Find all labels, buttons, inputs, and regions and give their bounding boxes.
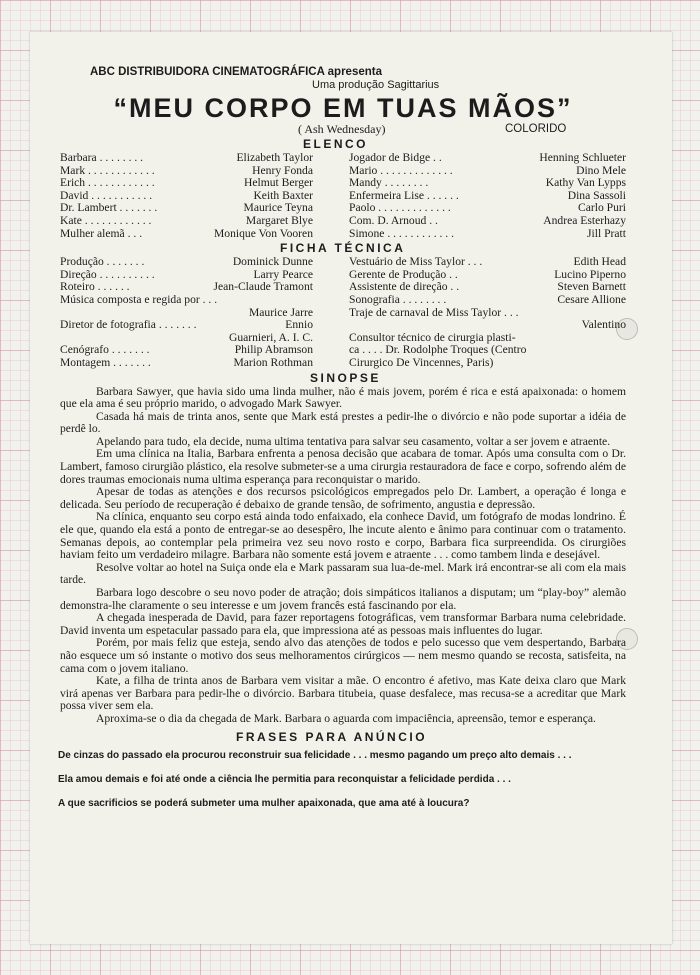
crew-role: Cenógrafo . . . . . . .	[60, 343, 150, 357]
crew-name: Valentino	[581, 318, 626, 332]
cast-role: David . . . . . . . . . . .	[60, 188, 153, 202]
crew-right-column	[349, 256, 626, 369]
document-content	[60, 40, 626, 811]
cast-row	[349, 228, 626, 241]
cast-actor: Carlo Puri	[578, 201, 626, 215]
synopsis-paragraph: Porém, por mais feliz que esteja, sendo alvo das atenções de todos e pelo sucesso que vem despertando, Barbara não esquece um só instante o motivo dos seus melhoramentos cirúrgicos — nem mesmo quando se recosta, satisfeita, na cama com o jovem italiano.	[60, 636, 626, 675]
crew-row	[60, 319, 313, 332]
ad-phrase: A que sacrificios se poderá submeter uma mulher apaixonada, que ama até à loucura?	[58, 797, 470, 809]
crew-role: Roteiro . . . . . .	[60, 280, 130, 294]
color-label: COLORIDO	[505, 123, 567, 135]
cast-row	[349, 215, 626, 228]
crew-row	[349, 294, 626, 307]
cast-row	[60, 152, 313, 165]
cast-role: Mulher alemã . . .	[60, 226, 143, 240]
crew-role: Sonografia . . . . . . . .	[349, 292, 447, 306]
crew-row	[349, 256, 626, 269]
synopsis-paragraph: Apelando para tudo, ela decide, numa ultima tentativa para salvar seu casamento, voltar a ser jovem e atraente.	[96, 434, 611, 448]
production-line: Uma produção Sagittarius	[312, 79, 440, 91]
cast-actor: Elizabeth Taylor	[236, 151, 313, 164]
crew-name: Maurice Jarre	[248, 305, 313, 319]
cast-left-column	[60, 152, 313, 240]
synopsis-paragraph: A chegada inesperada de David, para fazer reportagens fotográficas, vem transformar Barbara numa celebridade. David inventa um espetacular passado para ela, que impressiona até as pessoas mais influentes do lugar.	[60, 611, 626, 637]
crew-role: Gerente de Produção . .	[349, 267, 458, 281]
cast-role: Dr. Lambert . . . . . . .	[60, 201, 158, 215]
synopsis-text	[60, 386, 626, 726]
crew-row	[349, 319, 626, 332]
cast-role: Barbara . . . . . . . .	[60, 151, 144, 164]
cast-actor: Jill Pratt	[587, 226, 626, 240]
ad-phrase: Ela amou demais e foi até onde a ciência lhe permitia para reconquistar a felicidade perdida . . .	[58, 773, 511, 785]
crew-row	[349, 357, 626, 370]
cast-heading: ELENCO	[303, 137, 369, 151]
crew-role: Cirurgico De Vincennes, Paris)	[349, 355, 494, 369]
cast-row	[349, 152, 626, 165]
crew-name: Lucino Piperno	[554, 267, 626, 281]
cast-row	[60, 177, 313, 190]
cast-row	[349, 177, 626, 190]
crew-section	[60, 256, 626, 369]
cast-section	[60, 152, 626, 240]
crew-role: Traje de carnaval de Miss Taylor . . .	[349, 305, 519, 319]
cast-actor: Henning Schlueter	[539, 151, 626, 164]
synopsis-paragraph: Barbara Sawyer, que havia sido uma linda mulher, não é mais jovem, porém é rica e está apaixonada: o homem que ela ama é seu próprio marido, o advogado Mark Sawyer.	[60, 384, 626, 411]
crew-heading: FICHA TÉCNICA	[280, 241, 406, 256]
crew-role: Vestuário de Miss Taylor . . .	[349, 255, 483, 269]
cast-actor: Dino Mele	[576, 163, 626, 177]
cast-role: Com. D. Arnoud . .	[349, 213, 438, 227]
cast-actor: Henry Fonda	[252, 163, 313, 177]
crew-left-column	[60, 256, 313, 369]
film-title: “MEU CORPO EM TUAS MÃOS”	[113, 93, 573, 123]
crew-name: Larry Pearce	[253, 267, 313, 281]
cast-role: Paolo . . . . . . . . . . . . .	[349, 201, 451, 215]
crew-role: Assistente de direção . .	[349, 280, 460, 294]
crew-name: Ennio	[285, 318, 313, 332]
synopsis-heading: SINOPSE	[310, 370, 381, 385]
crew-role: Direção . . . . . . . . . .	[60, 267, 155, 281]
crew-name: Marion Rothman	[233, 355, 313, 369]
crew-row	[60, 294, 313, 307]
distributor-line: ABC DISTRIBUIDORA CINEMATOGRÁFICA apresenta	[90, 66, 382, 78]
synopsis-paragraph: Barbara logo descobre o seu novo poder de atração; dois simpáticos italianos a disputam; um “play-boy” alemão demonstra-lhe claramente o seu interesse e um jovem francês está fascinando por ela.	[60, 586, 626, 612]
crew-role: Consultor técnico de cirurgia plasti-	[349, 330, 516, 344]
crew-name: Jean-Claude Tramont	[213, 280, 313, 294]
crew-row	[60, 256, 313, 269]
cast-actor: Keith Baxter	[253, 188, 313, 202]
crew-name: Dominick Dunne	[232, 255, 313, 269]
cast-actor: Kathy Van Lypps	[545, 176, 626, 190]
synopsis-paragraph: Apesar de todas as atenções e dos recursos psicológicos empregados pelo Dr. Lambert, a operação é longa e delicada. Seu período de recuperação é debaixo de grande tensão, de sofrimento, angustia e depressão.	[60, 485, 626, 511]
subtitle-row	[60, 123, 626, 137]
crew-name: Edith Head	[573, 255, 626, 269]
crew-name: Steven Barnett	[557, 280, 626, 294]
cast-row	[60, 215, 313, 228]
synopsis-paragraph: Resolve voltar ao hotel na Suiça onde ela e Mark passaram sua lua-de-mel. Mark irá encontrar-se ali com ela mais tarde.	[60, 560, 626, 587]
crew-role: Diretor de fotografia . . . . . . .	[60, 318, 197, 332]
crew-role: Montagem . . . . . . .	[60, 355, 151, 369]
cast-actor: Monique Von Vooren	[214, 226, 313, 240]
synopsis-paragraph: Na clínica, enquanto seu corpo está ainda todo enfaixado, ela conhece David, um fotógrafo de modas londrino. É ele que, quando ela está a ponto de entregar-se ao desespêro, lhe incute alento e ânimo para continuar com o tratamento. Semanas depois, ao contemplar pela primeira vez seu novo rosto e corpo, Barbara fica surpreendida. Os cirurgiões haviam feito um verdadeiro milagre. Barbara não somente está jovem e atraente . . . como tambem linda e desejável.	[60, 510, 626, 562]
crew-row	[60, 357, 313, 370]
synopsis-paragraph: Kate, a filha de trinta anos de Barbara vem visitar a mãe. O encontro é afetivo, mas Kate deixa claro que Mark virá apenas ver Barbara para pedir-lhe o divórcio. Barbara titubeia, quase desfalece, mas recusa-se a acreditar que Mark possa viver sem ela.	[60, 674, 626, 713]
cast-right-column	[349, 152, 626, 240]
phrases-heading: FRASES PARA ANÚNCIO	[236, 729, 428, 744]
cast-role: Simone . . . . . . . . . . . .	[349, 226, 454, 240]
cast-row	[60, 228, 313, 241]
cast-actor: Margaret Blye	[245, 213, 313, 227]
ad-phrase: De cinzas do passado ela procurou reconstruir sua felicidade . . . mesmo pagando um preço alto demais . . .	[58, 749, 572, 761]
crew-role: ca . . . . Dr. Rodolphe Troques (Centro	[349, 343, 527, 357]
synopsis-paragraph: Em uma clínica na Italia, Barbara enfrenta a penosa decisão que acabara de tomar. Após uma consulta com o Dr. Lambert, famoso cirurgião plástico, ela resolve submeter-se a uma cirurgia restauradora de face e corpo, sofrendo além de dores traumas emocionais numa ultima esperança para reconquistar o marido.	[60, 447, 626, 486]
cast-role: Kate . . . . . . . . . . . .	[60, 213, 152, 227]
crew-role: Produção . . . . . . .	[60, 255, 145, 269]
cast-role: Mark . . . . . . . . . . . .	[60, 163, 155, 177]
original-title: ( Ash Wednesday)	[298, 122, 386, 136]
synopsis-paragraph: Casada há mais de trinta anos, sente que Mark está prestes a pedir-lhe o divórcio e não pode suportar a idéia de perdê lo.	[60, 409, 626, 436]
crew-name: Cesare Allione	[557, 292, 626, 306]
crew-role: Música composta e regida por . . .	[60, 292, 218, 306]
cast-actor: Dina Sassoli	[567, 188, 626, 202]
cast-role: Mario . . . . . . . . . . . . .	[349, 163, 453, 177]
cast-role: Erich . . . . . . . . . . . .	[60, 176, 155, 190]
crew-name: Philip Abramson	[234, 343, 313, 357]
cast-actor: Andrea Esterhazy	[543, 213, 626, 227]
cast-role: Mandy . . . . . . . .	[349, 176, 429, 190]
cast-actor: Helmut Berger	[243, 176, 313, 190]
cast-role: Jogador de Bidge . .	[349, 151, 442, 164]
synopsis-paragraph: Aproxima-se o dia da chegada de Mark. Barbara o aguarda com impaciência, apreensão, temor e esperança.	[96, 711, 596, 725]
cast-actor: Maurice Teyna	[243, 201, 313, 215]
cast-role: Enfermeira Lise . . . . . .	[349, 188, 459, 202]
crew-name: Guarnieri, A. I. C.	[228, 330, 313, 344]
